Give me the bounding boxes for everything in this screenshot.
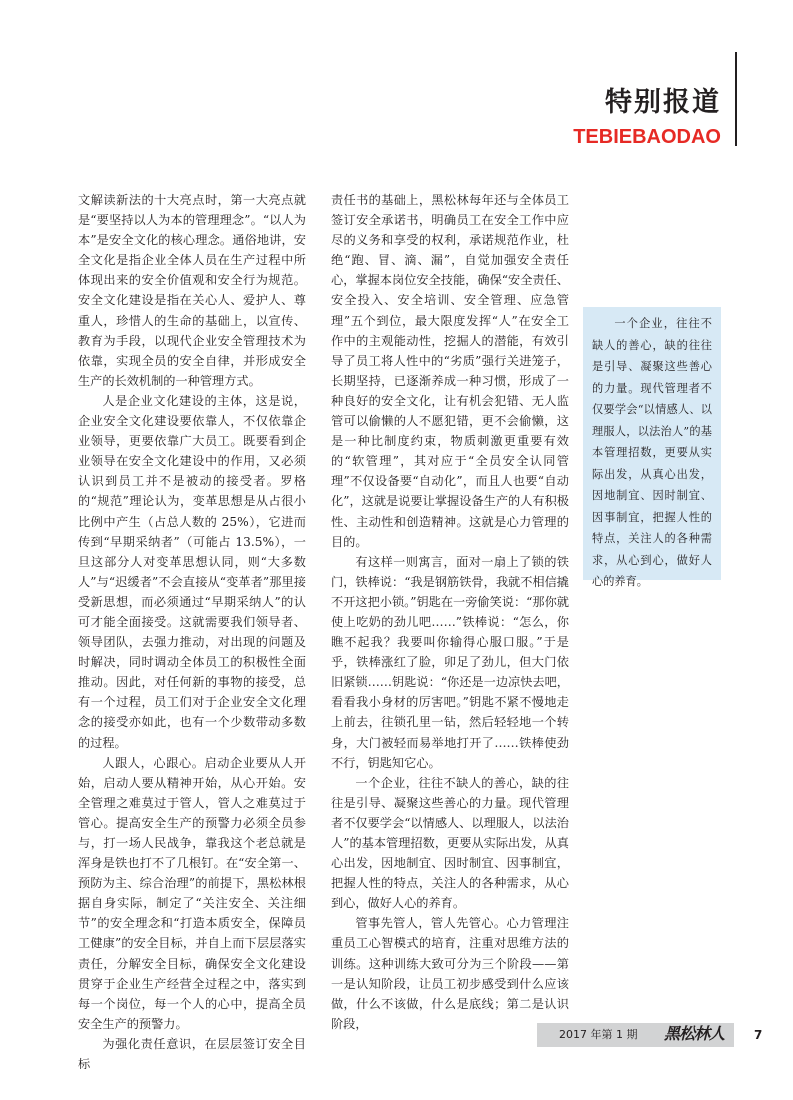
paragraph: 有这样一则寓言，面对一扇上了锁的铁门，铁棒说：“我是钢筋铁骨，我就不相信撬不开这把小锁。”钥匙在一旁偷笑说：“那你就使上吃奶的劲儿吧……”铁棒说：“怎么，你瞧不起我？我要叫你输得心服口服。”于是乎，铁棒涨红了脸，卯足了劲儿，但大门依旧紧锁……钥匙说：“你还是一边凉快去吧，看看我小身材的厉害吧。”钥匙不紧不慢地走上前去，往锁孔里一钻，然后轻轻地一个转身，大门被轻而易举地打开了……铁棒使劲不行，钥匙知它心。 [331, 554, 569, 770]
pull-quote-text: 一个企业，往往不缺人的善心，缺的往往是引导、凝聚这些善心的力量。现代管理者不仅要学会“以情感人、以理服人，以法治人”的基本管理招数，更要从实际出发，从真心出发，因地制宜、因时制宜、因事制宜，把握人性的特点，关注人的各种需求，从心到心，做好人心的养育。 [592, 317, 712, 588]
paragraph: 文解读新法的十大亮点时，第一大亮点就是“要坚持以人为本的管理理念”。“以人为本”是安全文化的核心理念。通俗地讲，安全文化是指企业全体人员在生产过程中所体现出来的安全价值观和安全行为规范。安全文化建设是指在关心人、爱护人、尊重人，珍惜人的生命的基础上，以宣传、教育为手段，以现代企业安全管理技术为依靠，实现全员的安全自律，并形成安全生产的长效机制的一种管理方式。 [78, 193, 306, 388]
paragraph: 责任书的基础上，黑松林每年还与全体员工签订安全承诺书，明确员工在安全工作中应尽的义务和享受的权利，承诺规范作业，杜绝“跑、冒、滴、漏”，自觉加强安全责任心，掌握本岗位安全技能，确保“安全责任、安全投入、安全培训、安全管理、应急管理”五个到位，最大限度发挥“人”在安全工作中的主观能动性，挖掘人的潜能，有效引导了员工将人性中的“劣质”强行关进笼子，长期坚持，已逐渐养成一种习惯，形成了一种良好的安全文化，让有机会犯错、无人监管可以偷懒的人不愿犯错，更不会偷懒，这是一种比制度约束，物质刺激更重要有效的“软管理”，其对应于“全员安全认同管理”不仅设备要“自动化”，而且人也要“自动化”，这就是说要让掌握设备生产的人有积极性、主动性和创造精神。这就是心力管理的目的。 [331, 193, 569, 549]
article-column-left [78, 190, 306, 1074]
paragraph: 人跟人，心跟心。启动企业要从人开始，启动人要从精神开始，从心开始。安全管理之难莫过于管人，管人之难莫过于管心。提高安全生产的预警力必须全员参与，打一场人民战争，靠我这个老总就是浑身是铁也打不了几根钉。在“安全第一、预防为主、综合治理”的前提下，黑松林根据自身实际，制定了“关注安全、关注细节”的安全理念和“打造本质安全，保障员工健康”的安全目标，并自上而下层层落实责任，分解安全目标，确保安全文化建设贯穿于企业生产经营全过程之中，落实到每一个岗位，每一个人的心中，提高全员安全生产的预警力。 [78, 755, 306, 1031]
pull-quote [592, 313, 712, 593]
paragraph: 管事先管人，管人先管心。心力管理注重员工心智模式的培育，注重对思维方法的训练。这种训练大致可分为三个阶段——第一是认知阶段，让员工初步感受到什么应该做，什么不该做，什么是底线；第二是认识阶段， [331, 916, 569, 1031]
paragraph: 为强化责任意识，在层层签订安全目标 [78, 1036, 306, 1072]
section-subtitle: TEBIEBAODAO [573, 126, 721, 148]
paragraph: 人是企业文化建设的主体，这是说，企业安全文化建设要依靠人，不仅依靠企业领导，更要依靠广大员工。既要看到企业领导在安全文化建设中的作用，又必须认识到员工并不是被动的接受者。罗格的“规范”理论认为，变革思想是从占很小比例中产生（占总人数的 25%），它进而传到“早期采纳者”（可能占 13.5%），一旦这部分人对变革思想认同，则“大多数人”与“迟缓者”不会直接从“变革者”那里接受新思想，而必须通过“早期采纳人”的认可才能全面接受。这就需要我们领导者、领导团队，去强力推动，对出现的问题及时解决，同时调动全体员工的积极性全面推动。因此，对任何新的事物的接受，总有一个过程，员工们对于企业安全文化理念的接受亦如此，也有一个少数带动多数的过程。 [78, 393, 306, 750]
issue-label: 2017 年第 1 期 [559, 1028, 638, 1041]
magazine-logo: 黑松林人 [664, 1024, 725, 1043]
article-column-middle [331, 190, 569, 1034]
header-divider [735, 52, 737, 146]
paragraph: 一个企业，往往不缺人的善心，缺的往往是引导、凝聚这些善心的力量。现代管理者不仅要学会“以情感人、以理服人，以法治人”的基本管理招数，更要从实际出发，从真心出发，因地制宜、因时制宜、因事制宜，把握人性的特点，关注人的各种需求，从心到心，做好人心的养育。 [331, 775, 569, 911]
section-title: 特别报道 [605, 87, 721, 118]
page-number: 7 [754, 1028, 763, 1042]
